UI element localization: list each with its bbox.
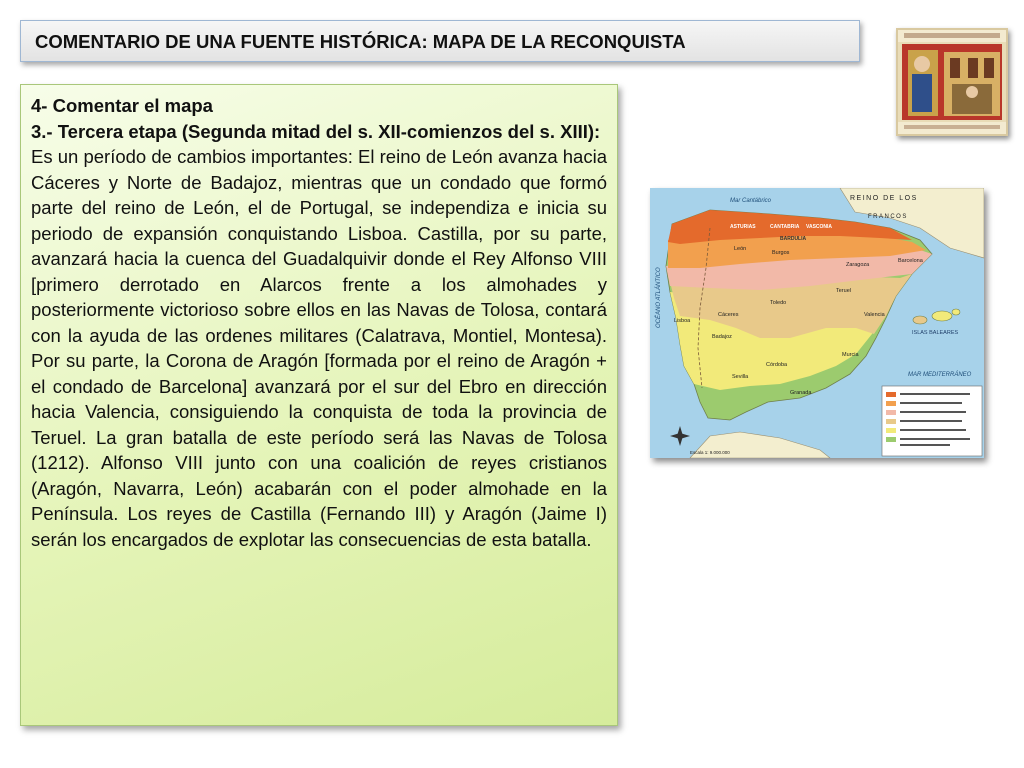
reconquista-map <box>650 188 984 458</box>
commentary-text-box <box>20 84 618 726</box>
stage-heading: 3.- Tercera etapa (Segunda mitad del s. XII-comienzos del s. XIII): <box>31 120 601 142</box>
map-label-sea-west: OCÉANO ATLÁNTICO <box>656 267 662 328</box>
map-label-cantabria: CANTABRIA <box>770 224 800 230</box>
map-label-sea-north: Mar Cantábrico <box>730 198 772 204</box>
map-label-reino: REINO DE LOS <box>850 195 918 202</box>
medieval-illustration-image <box>898 30 1006 134</box>
map-city-granada: Granada <box>790 390 812 396</box>
map-label-islands: ISLAS BALEARES <box>912 330 959 336</box>
map-scale: Escala 1: 9.000.000 <box>690 450 730 455</box>
map-city-murcia: Murcia <box>842 352 859 358</box>
map-label-francos: FRANCOS <box>868 214 908 220</box>
map-city-zaragoza: Zaragoza <box>846 262 870 268</box>
map-city-teruel: Teruel <box>836 288 851 294</box>
map-label-bardulia: BARDULIA <box>780 236 807 242</box>
map-label-sea-east: MAR MEDITERRÁNEO <box>908 372 972 378</box>
map-city-caceres: Cáceres <box>718 312 739 318</box>
map-city-toledo: Toledo <box>770 300 787 306</box>
medieval-illustration <box>896 28 1008 136</box>
map-city-lisboa: Lisboa <box>674 318 691 324</box>
map-city-cordoba: Córdoba <box>766 362 788 368</box>
map-city-barcelona: Barcelona <box>898 258 923 264</box>
slide-title: COMENTARIO DE UNA FUENTE HISTÓRICA: MAPA DE LA RECONQUISTA <box>35 31 686 52</box>
map-city-burgos: Burgos <box>772 250 790 256</box>
map-city-badajoz: Badajoz <box>712 334 732 340</box>
slide-title-box <box>20 20 860 62</box>
map-city-valencia: Valencia <box>864 312 885 318</box>
section-heading: 4- Comentar el mapa <box>31 95 213 116</box>
reconquista-map-image <box>650 188 984 458</box>
map-label-asturias: ASTURIAS <box>730 224 756 230</box>
map-label-vasconia: VASCONIA <box>806 224 833 230</box>
map-city-leon: León <box>734 246 747 252</box>
body-paragraph: Es un período de cambios importantes: El reino de León avanza hacia Cáceres y Norte de Badajoz, mientras que un condado que formó parte del reino de León, el de Portugal, se independiza e inicia su periodo de expansión conquistando Lisboa. Castilla, por su parte, avanzará hacia la cuenca del Guadalquivir donde el Rey Alfonso VIII [primero derrotado en Alarcos frente a los almohades y posteriormente victorioso sobre ellos en las Navas de Tolosa, contará con la ayuda de las ordenes militares (Calatrava, Montiel, Montesa). Por su parte, la Corona de Aragón [formada por el reino de Aragón + el condado de Barcelona] avanzará por el sur del Ebro en dirección hacia Valencia, consiguiendo la conquista de toda la provincia de Teruel. La gran batalla de este período será las Navas de Tolosa (1212). Alfonso VIII junto con una coalición de reyes cristianos (Aragón, Navarra, León) acabarán con el poder almohade en la Península. Los reyes de Castilla (Fernando III) y Aragón (Jaime I) serán los encargados de explotar las consecuencias de esta batalla. <box>31 146 607 550</box>
map-city-sevilla: Sevilla <box>732 374 749 380</box>
